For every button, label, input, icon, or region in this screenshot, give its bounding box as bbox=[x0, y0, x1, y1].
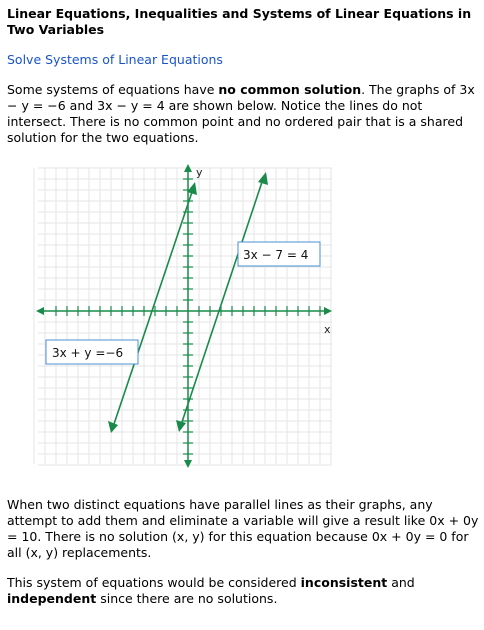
conclusion-bold-inconsistent: inconsistent bbox=[300, 575, 388, 590]
intro-text-pre: Some systems of equations have bbox=[7, 82, 219, 97]
line-right bbox=[182, 182, 262, 422]
intro-bold: no common solution bbox=[218, 82, 362, 97]
conclusion-bold-independent: independent bbox=[7, 591, 97, 606]
explanation-paragraph: When two distinct equations have parallel lines as their graphs, any attempt to add them and eliminate a variable will give a result like 0x + 0y = 10. There is no solution (x, y) for this equation because 0x + 0y = 0 for all (x, y) replacements. bbox=[7, 497, 479, 560]
line-left bbox=[114, 192, 192, 424]
conclusion-paragraph bbox=[7, 575, 479, 607]
conclusion-text-post: since there are no solutions. bbox=[96, 591, 278, 606]
graph bbox=[30, 160, 350, 470]
line-right-label: 3x − 7 = 4 bbox=[243, 248, 309, 262]
intro-paragraph bbox=[7, 82, 479, 146]
y-axis-arrow-down bbox=[184, 460, 192, 468]
intro-text-post: . The graphs of 3x − y = −6 and 3x − y = 4 are shown below. Notice the lines do not intersect. There is no common point and no ordered pair that is a shared solution for the two equations. bbox=[7, 82, 475, 145]
page-title: Linear Equations, Inequalities and Systems of Linear Equations in Two Variables bbox=[7, 6, 472, 37]
x-axis-arrow-left bbox=[36, 307, 44, 315]
line-left-label: 3x + y =−6 bbox=[52, 346, 124, 360]
conclusion-text-pre: This system of equations would be considered bbox=[7, 575, 301, 590]
conclusion-text-mid: and bbox=[387, 575, 415, 590]
line-left-arrow-bottom bbox=[108, 421, 118, 433]
page-subtitle: Solve Systems of Linear Equations bbox=[7, 52, 223, 67]
y-axis-label: y bbox=[196, 166, 203, 179]
x-axis-label: x bbox=[324, 323, 331, 336]
